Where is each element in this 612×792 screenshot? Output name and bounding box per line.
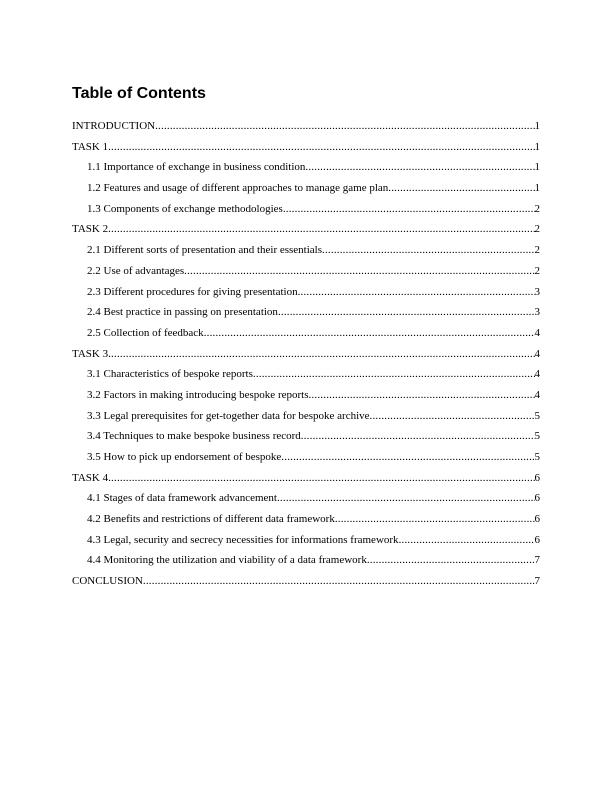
toc-entry-page: 4 xyxy=(534,326,540,339)
toc-entry-2-4[interactable] xyxy=(72,302,540,323)
toc-entry-label: 1.1 Importance of exchange in business condition xyxy=(87,161,306,174)
toc-entry-page: 2 xyxy=(534,264,540,277)
toc-entry-label: 4.2 Benefits and restrictions of different data framework xyxy=(87,513,335,526)
dot-leader xyxy=(108,468,534,489)
toc-entry-page: 4 xyxy=(534,368,540,381)
toc-entry-page: 5 xyxy=(534,451,540,463)
toc-entry-page: 1 xyxy=(534,140,540,153)
toc-entry-task-3[interactable] xyxy=(72,344,540,365)
toc-entry-page: 2 xyxy=(534,202,540,215)
toc-entry-page: 1 xyxy=(534,182,540,195)
toc-entry-label: 3.1 Characteristics of bespoke reports xyxy=(87,368,253,381)
toc-entry-page: 4 xyxy=(534,347,540,360)
toc-entry-4-2[interactable] xyxy=(72,509,540,530)
toc-entry-page: 6 xyxy=(534,492,540,505)
toc-entry-label: TASK 2 xyxy=(72,223,109,236)
toc-entry-label: INTRODUCTION xyxy=(72,120,156,132)
toc-entry-3-3[interactable] xyxy=(72,406,540,427)
toc-entry-label: 3.4 Techniques to make bespoke business record xyxy=(87,430,301,443)
toc-entry-1-1[interactable] xyxy=(72,157,540,178)
toc-entry-4-4[interactable] xyxy=(72,550,540,571)
dot-leader xyxy=(370,406,535,427)
dot-leader xyxy=(322,240,534,261)
dot-leader xyxy=(108,344,534,365)
dot-leader xyxy=(277,488,535,509)
toc-entry-label: 3.3 Legal prerequisites for get-together data for bespoke archive xyxy=(87,409,370,422)
dot-leader xyxy=(309,385,535,406)
toc-entry-introduction[interactable] xyxy=(72,116,540,137)
toc-entry-3-5[interactable] xyxy=(72,447,540,468)
table-of-contents xyxy=(72,116,540,592)
toc-entry-page: 2 xyxy=(534,244,540,257)
dot-leader xyxy=(367,550,535,571)
dot-leader xyxy=(301,426,535,447)
dot-leader xyxy=(155,116,534,137)
dot-leader xyxy=(281,447,534,468)
toc-entry-label: 4.1 Stages of data framework advancement xyxy=(87,492,277,505)
toc-entry-1-3[interactable] xyxy=(72,199,540,220)
dot-leader xyxy=(335,509,535,530)
toc-entry-label: 2.5 Collection of feedback xyxy=(87,326,204,339)
toc-entry-2-1[interactable] xyxy=(72,240,540,261)
toc-entry-label: 1.3 Components of exchange methodologies xyxy=(87,202,283,215)
toc-entry-label: 4.3 Legal, security and secrecy necessities for informations framework xyxy=(87,533,399,546)
toc-entry-page: 6 xyxy=(534,513,540,526)
toc-entry-conclusion[interactable] xyxy=(72,571,540,592)
toc-entry-page: 7 xyxy=(534,554,540,567)
toc-entry-2-2[interactable] xyxy=(72,261,540,282)
toc-entry-label: 3.5 How to pick up endorsement of bespoke xyxy=(87,451,282,463)
toc-entry-page: 2 xyxy=(534,223,540,236)
dot-leader xyxy=(108,219,534,240)
toc-entry-label: TASK 1 xyxy=(72,140,109,153)
toc-entry-page: 1 xyxy=(534,161,540,174)
dot-leader xyxy=(253,364,535,385)
toc-entry-task-4[interactable] xyxy=(72,468,540,489)
toc-entry-3-2[interactable] xyxy=(72,385,540,406)
dot-leader xyxy=(278,302,535,323)
toc-entry-label: 3.2 Factors in making introducing bespoke reports xyxy=(87,388,309,401)
toc-entry-2-5[interactable] xyxy=(72,323,540,344)
dot-leader xyxy=(399,530,535,551)
toc-title: Table of Contents xyxy=(72,85,206,102)
toc-entry-page: 4 xyxy=(534,388,540,401)
toc-entry-1-2[interactable] xyxy=(72,178,540,199)
dot-leader xyxy=(388,178,534,199)
toc-entry-page: 6 xyxy=(534,471,540,484)
toc-entry-label: 2.2 Use of advantages xyxy=(87,264,185,277)
dot-leader xyxy=(283,199,535,220)
toc-entry-label: TASK 3 xyxy=(72,347,109,360)
toc-entry-page: 7 xyxy=(534,575,540,588)
toc-entry-label: 1.2 Features and usage of different approaches to manage game plan xyxy=(87,182,389,195)
toc-entry-label: 2.1 Different sorts of presentation and their essentials xyxy=(87,244,323,257)
toc-entry-page: 6 xyxy=(534,533,540,546)
toc-entry-task-1[interactable] xyxy=(72,137,540,158)
toc-entry-3-1[interactable] xyxy=(72,364,540,385)
toc-entry-page: 1 xyxy=(534,120,540,132)
dot-leader xyxy=(204,323,535,344)
dot-leader xyxy=(298,282,535,303)
toc-entry-task-2[interactable] xyxy=(72,219,540,240)
dot-leader xyxy=(184,261,534,282)
toc-entry-label: 2.3 Different procedures for giving presentation xyxy=(87,285,298,298)
toc-entry-page: 3 xyxy=(534,285,540,298)
toc-entry-page: 5 xyxy=(534,409,540,422)
dot-leader xyxy=(143,571,535,592)
toc-entry-label: TASK 4 xyxy=(72,471,109,484)
toc-entry-3-4[interactable] xyxy=(72,426,540,447)
toc-entry-page: 3 xyxy=(534,306,540,319)
toc-entry-4-1[interactable] xyxy=(72,488,540,509)
toc-entry-2-3[interactable] xyxy=(72,282,540,303)
toc-entry-label: 4.4 Monitoring the utilization and viability of a data framework xyxy=(87,554,367,567)
toc-entry-page: 5 xyxy=(534,430,540,443)
dot-leader xyxy=(305,157,534,178)
toc-entry-label: CONCLUSION xyxy=(72,575,143,588)
dot-leader xyxy=(108,137,534,158)
toc-entry-label: 2.4 Best practice in passing on presentation xyxy=(87,306,278,319)
toc-entry-4-3[interactable] xyxy=(72,530,540,551)
